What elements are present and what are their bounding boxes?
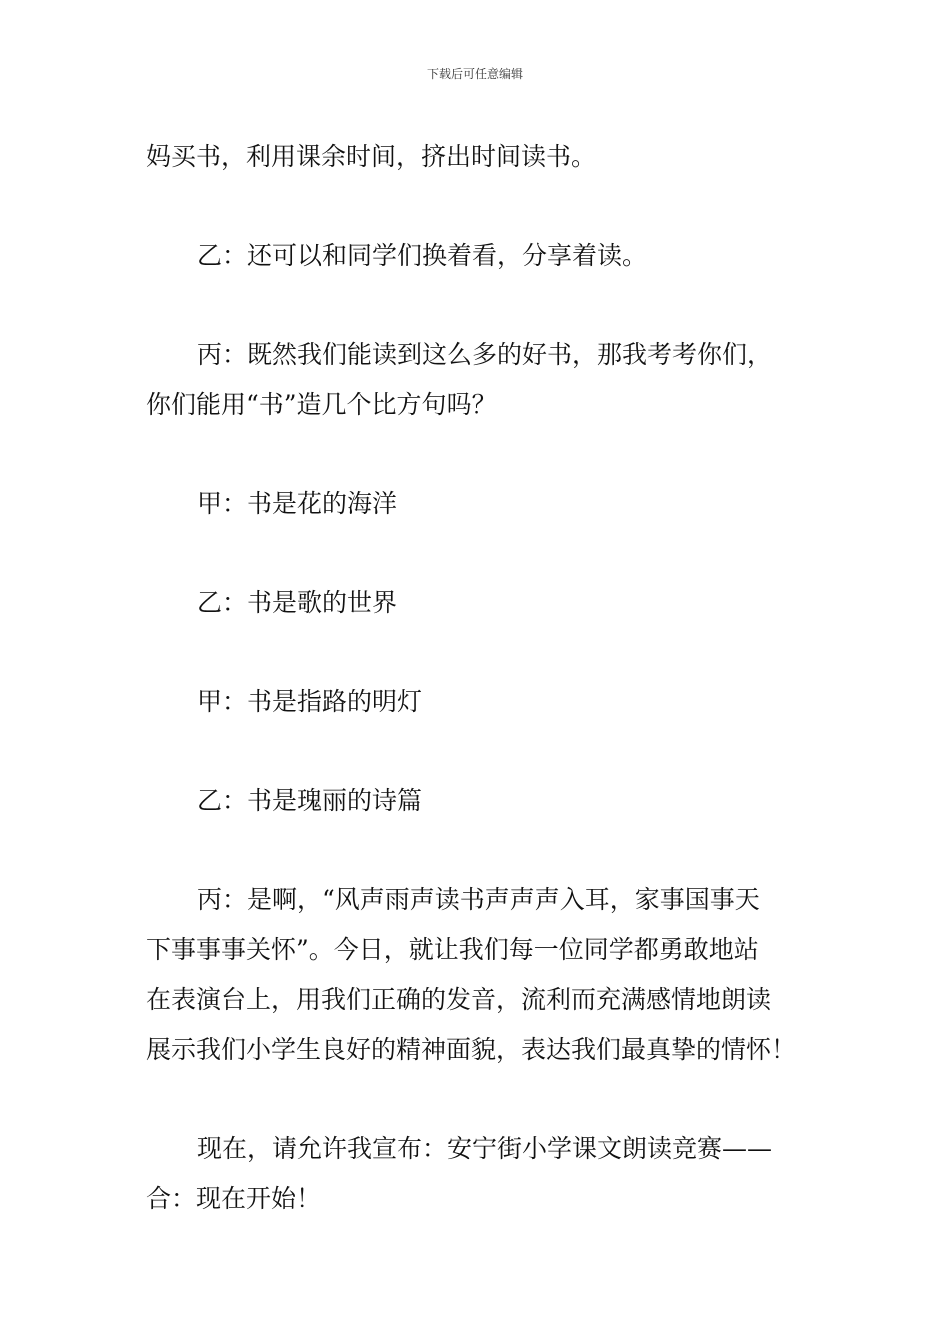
paragraph-1 [146, 132, 808, 182]
paragraph-gap [146, 281, 808, 330]
text-line: 丙：是啊，“风声雨声读书声声声入耳，家事国事天 [197, 885, 760, 914]
text-line: 现在，请允许我宣布：安宁街小学课文朗读竞赛—— [197, 1134, 773, 1163]
page-header: 下载后可任意编辑 [426, 67, 523, 81]
text-line: 甲：书是花的海洋 [197, 489, 398, 518]
paragraph-2 [146, 231, 808, 281]
paragraph-3 [146, 330, 808, 430]
paragraph-gap [146, 727, 808, 776]
text-line: 乙：书是瑰丽的诗篇 [197, 786, 423, 815]
paragraph-gap [146, 628, 808, 677]
text-line: 下事事事关怀”。今日，就让我们每一位同学都勇敢地站 [146, 935, 759, 964]
paragraph-6 [146, 677, 808, 727]
text-line: 乙：还可以和同学们换着看，分享着读。 [197, 241, 648, 270]
text-line: 合：现在开始！ [146, 1184, 322, 1213]
paragraph-gap [146, 529, 808, 578]
paragraph-gap [146, 1075, 808, 1124]
paragraph-7 [146, 776, 808, 826]
paragraph-4 [146, 479, 808, 529]
paragraph-5 [146, 578, 808, 628]
document-body [146, 132, 808, 1224]
paragraph-gap [146, 430, 808, 479]
text-line: 甲：书是指路的明灯 [197, 687, 423, 716]
text-line: 在表演台上，用我们正确的发音，流利而充满感情地朗读 [146, 985, 772, 1014]
text-line: 丙：既然我们能读到这么多的好书，那我考考你们， [197, 340, 773, 369]
paragraph-gap [146, 826, 808, 875]
paragraph-8 [146, 875, 808, 1075]
text-line: 乙：书是歌的世界 [197, 588, 398, 617]
paragraph-gap [146, 182, 808, 231]
text-line: 妈买书，利用课余时间，挤出时间读书。 [146, 142, 597, 171]
paragraph-9 [146, 1124, 808, 1224]
text-line: 展示我们小学生良好的精神面貌，表达我们最真挚的情怀！ [146, 1035, 797, 1064]
text-line: 你们能用“书”造几个比方句吗？ [146, 390, 497, 419]
